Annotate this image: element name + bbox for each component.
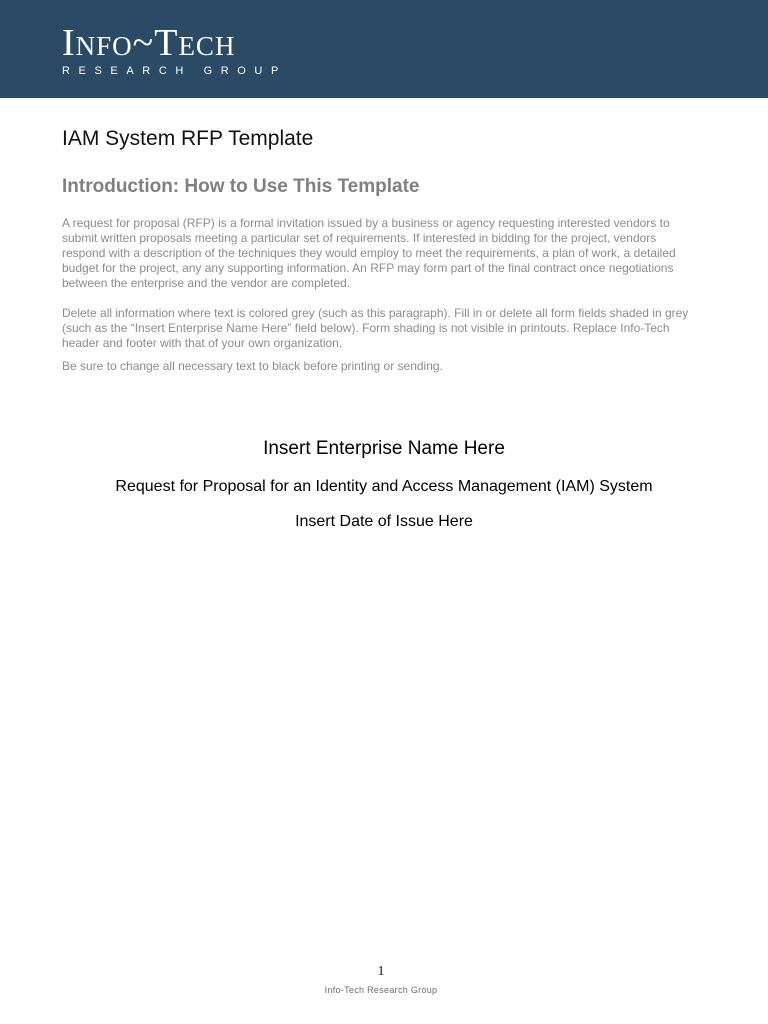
logo-wordmark: Info~Tech bbox=[62, 22, 236, 64]
document-title: IAM System RFP Template bbox=[62, 127, 314, 150]
page-number: 1 bbox=[377, 964, 385, 979]
enterprise-name-field[interactable]: Insert Enterprise Name Here bbox=[263, 438, 505, 459]
header-band bbox=[0, 0, 768, 98]
rfp-subtitle: Request for Proposal for an Identity and Access Management (IAM) System bbox=[115, 478, 653, 495]
issue-date-field[interactable]: Insert Date of Issue Here bbox=[295, 513, 473, 530]
instructions-paragraph: Delete all information where text is colored grey (such as this paragraph). Fill in or delete all form fields shaded in grey (such as the “Insert Enterprise Name Here” field below). Form shading is not visible in printouts. Replace Info-Tech header and footer with that of your own organization. bbox=[62, 306, 689, 350]
logo-tagline: RESEARCH GROUP bbox=[62, 65, 287, 77]
section-heading: Introduction: How to Use This Template bbox=[62, 176, 420, 197]
intro-paragraph: A request for proposal (RFP) is a formal invitation issued by a business or agency requesting interested vendors to submit written proposals meeting a particular set of requirements. If interested in bidding for the project, vendors respond with a description of the techniques they would employ to meet the requirements, a plan of work, a detailed budget for the project, any any supporting information. An RFP may form part of the final contract once negotiations between the enterprise and the vendor are completed. bbox=[62, 216, 676, 290]
info-tech-logo bbox=[62, 24, 287, 77]
footer-organization: Info-Tech Research Group bbox=[324, 985, 438, 995]
reminder-paragraph: Be sure to change all necessary text to black before printing or sending. bbox=[62, 359, 443, 373]
